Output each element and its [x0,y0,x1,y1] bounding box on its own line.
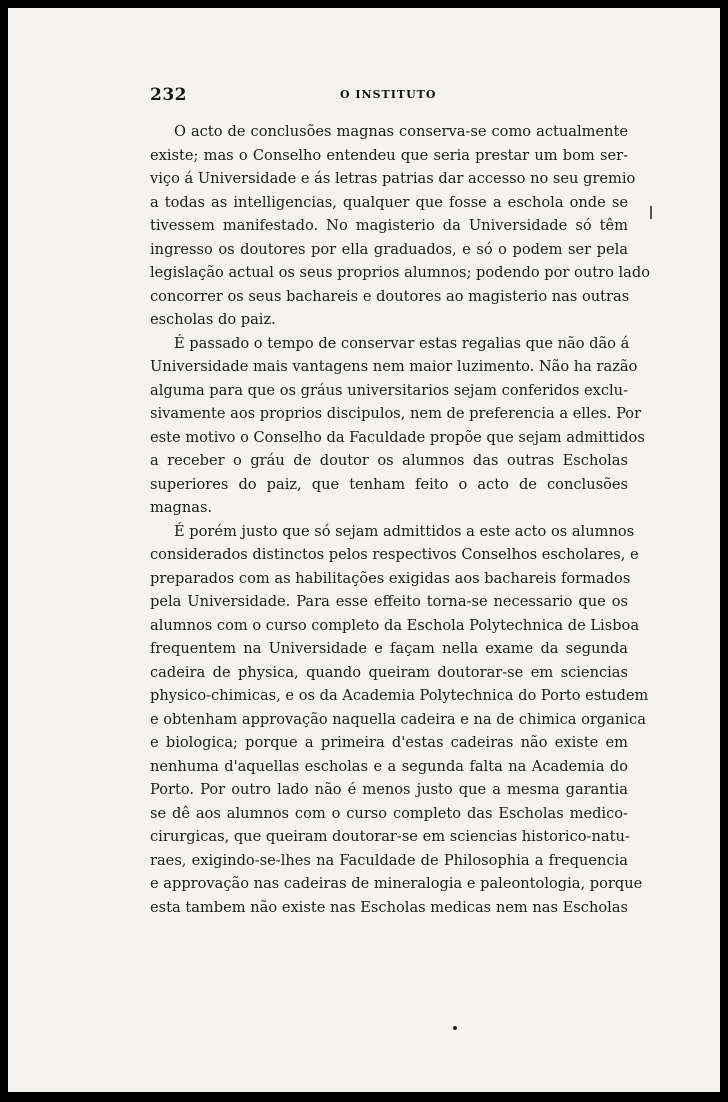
page-header [150,85,628,109]
text-line: É passado o tempo de conservar estas regalias que não dão á [174,334,630,352]
text-line: escholas do paiz. [150,311,276,328]
text-line: raes, exigindo-se-lhes na Faculdade de Philosophia a frequencia [150,851,628,869]
paragraph [150,332,645,520]
text-line: cadeira de physica, quando queiram doutorar-se em sciencias [150,663,628,681]
text-line: superiores do paiz, que tenham feito o acto de conclusões [150,475,628,493]
text-line: alguma para que os gráus universitarios sejam conferidos exclu- [150,381,628,399]
text-line: existe; mas o Conselho entendeu que seria prestar um bom ser- [150,146,628,164]
text-line: viço á Universidade e ás letras patrias dar accesso no seu gremio [150,170,636,187]
paragraph [150,520,649,920]
ink-dot [453,1026,457,1030]
text-line: e approvação nas cadeiras de mineralogia e paleontologia, porque [150,875,643,892]
text-line: magnas. [150,499,213,516]
text-line: preparados com as habilitações exigidas aos bachareis formados [150,569,631,587]
text-line: legislação actual os seus proprios alumnos; podendo por outro lado [150,264,650,281]
text-line: frequentem na Universidade e façam nella exame da segunda [150,640,628,657]
text-line: e obtenham approvação naquella cadeira e na de chimica organica [150,710,646,728]
text-line: cirurgicas, que queiram doutorar-se em sciencias historico-natu- [150,828,630,845]
margin-mark [650,206,652,219]
text-line: sivamente aos proprios discipulos, nem de preferencia a elles. Por [150,405,642,422]
text-line: esta tambem não existe nas Escholas medicas nem nas Escholas [150,898,628,916]
text-line: se dê aos alumnos com o curso completo das Escholas medico- [150,804,628,822]
text-line: Universidade mais vantagens nem maior luzimento. Não ha razão [150,358,638,375]
text-line: considerados distinctos pelos respectivos Conselhos escholares, e [150,546,639,563]
page-number: 232 [150,85,187,105]
text-line: ingresso os doutores por ella graduados, e só o podem ser pela [150,240,628,258]
text-line: este motivo o Conselho da Faculdade propõe que sejam admittidos [150,428,645,446]
text-line: É porém justo que só sejam admittidos a este acto os alumnos [174,522,635,540]
text-line: physico-chimicas, e os da Academia Polytechnica do Porto estudem [150,687,649,704]
text-line: pela Universidade. Para esse effeito torna-se necessario que os [150,593,628,610]
running-title: O INSTITUTO [340,88,437,101]
text-line: concorrer os seus bachareis e doutores ao magisterio nas outras [150,287,630,305]
text-line: tivessem manifestado. No magisterio da Universidade só têm [150,217,628,234]
text-line: a todas as intelligencias, qualquer que fosse a eschola onde se [150,193,628,211]
paragraph [150,120,650,332]
text-line: alumnos com o curso completo da Eschola Polytechnica de Lisboa [150,616,640,634]
text-line: nenhuma d'aquellas escholas e a segunda falta na Academia do [150,757,628,775]
text-line: Porto. Por outro lado não é menos justo que a mesma garantia [150,781,628,798]
body-text [150,120,650,919]
text-line: a receber o gráu de doutor os alumnos das outras Escholas [150,452,628,469]
text-line: e biologica; porque a primeira d'estas cadeiras não existe em [150,734,628,751]
text-line: O acto de conclusões magnas conserva-se como actualmente [174,123,628,140]
